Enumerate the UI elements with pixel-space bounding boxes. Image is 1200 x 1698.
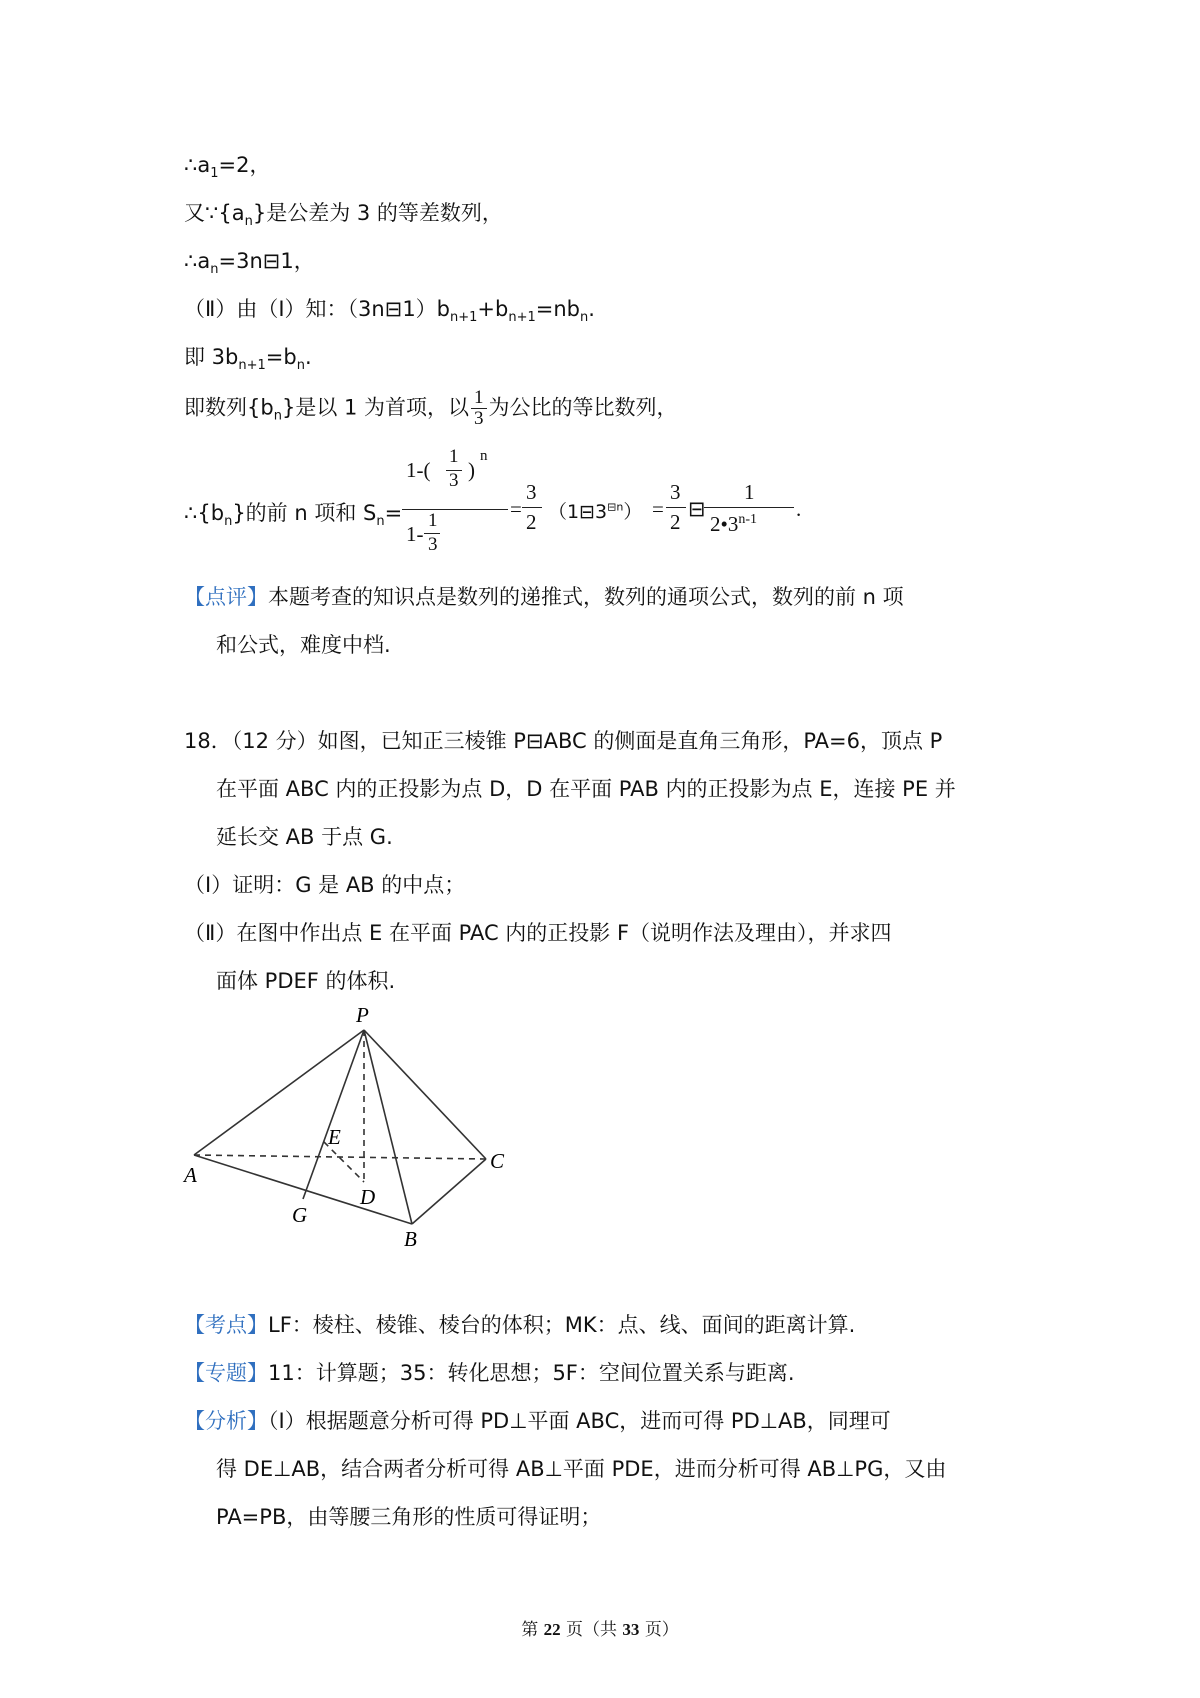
unknown-glyph-icon: ⊟ [607,500,617,514]
unknown-glyph-icon: ⊟ [579,501,596,523]
unknown-glyph-icon: ⊟ [688,497,706,521]
kaodian-line: 【考点】LF：棱柱、棱锥、棱台的体积；MK：点、线、面间的距离计算. [184,1313,856,1337]
last-frac-den: 2•3$^{n-1}$ [710,512,758,536]
big-frac-rule [402,509,508,510]
comment-line-2: 和公式，难度中档. [216,633,391,657]
fraction-one-third: $\frac{1}{3}$ [471,388,487,429]
pyramid-figure [176,1000,536,1250]
zhuanti-tag: 【专题】 [184,1361,268,1385]
big-frac-den: 1- [406,522,424,546]
unknown-glyph-icon: ⊟ [525,729,544,753]
mid-frac-den: 2 [526,510,537,534]
inner-frac-num: 1 [449,446,459,467]
problem-part2: （Ⅱ）在图中作出点 E 在平面 PAC 内的正投影 F（说明作法及理由），并求四 [184,921,892,945]
problem-line-1: 18．（12 分）如图，已知正三棱锥 P⊟ABC 的侧面是直角三角形，PA=6，顶点 P [184,729,943,753]
equals-2: = [510,497,522,521]
label-D: D [360,1185,376,1209]
problem-line-3: 延长交 AB 于点 G. [216,825,393,849]
r-frac-den: 2 [670,510,681,534]
formula-end: . [796,497,802,521]
line-geometric-seq: 即数列$\{b_n\}$是以 1 为首项，以 $\frac{1}{3}$ 为公比的等比数列， [184,387,678,429]
den-frac-den: 3 [428,534,438,555]
zhuanti-line: 【专题】11：计算题；35：转化思想；5F：空间位置关系与距离. [184,1361,795,1385]
num-exponent: n [480,448,488,464]
label-E: E [328,1125,341,1149]
kaodian-tag: 【考点】 [184,1313,268,1337]
equals-3: = [652,497,664,521]
num-close-paren: ) [468,458,475,482]
edge-BC [412,1159,486,1224]
line-a1: $\therefore a_1=2$， [184,153,271,181]
problem-line-2: 在平面 ABC 内的正投影为点 D，D 在平面 PAB 内的正投影为点 E，连接 PE 并 [216,777,956,801]
line-bn-relation: 即 $3b_{n+1}=b_n$. [184,345,312,373]
mid-frac-num: 3 [526,480,537,504]
formula-prefix: $\therefore\{b_n\}$的前 n 项和 $S_n=$ [184,501,403,529]
unknown-glyph-icon: ⊟ [262,249,281,273]
line-part2-recurrence: （Ⅱ）由（I）知：$(3n⊟1)b_{n+1}+b_{n+1}=nb_n$. [184,297,595,325]
label-C: C [490,1149,505,1173]
problem-part1: （Ⅰ）证明：G 是 AB 的中点； [184,873,466,897]
den-frac-num: 1 [428,510,438,531]
page-footer: 第 22 页（共 33 页） [521,1620,679,1640]
r-frac-rule [666,507,686,508]
fenxi-line-1: 【分析】（Ⅰ）根据题意分析可得 PD⊥平面 ABC，进而可得 PD⊥AB，同理可 [184,1409,891,1433]
fenxi-line-3: PA=PB，由等腰三角形的性质可得证明； [216,1505,602,1529]
unknown-glyph-icon: ⊟ [384,297,403,321]
comment-tag: 【点评】 [184,585,268,609]
line-arith-seq: 又$\because\{a_n\}$是公差为 3 的等差数列， [184,201,503,229]
comment-line-1: 【点评】本题考查的知识点是数列的递推式，数列的通项公式，数列的前 n 项 [184,585,904,609]
label-G: G [292,1203,308,1227]
last-frac-num: 1 [744,480,755,504]
edge-PC [364,1030,486,1159]
paren-group: $(1⊟3^{⊟n})$ [548,500,643,523]
line-an-formula: $\therefore a_n=3n⊟1$， [184,249,315,277]
label-P: P [356,1003,369,1027]
sum-formula [184,446,804,564]
big-frac-numerator: 1-( [406,458,431,482]
mid-frac-rule [522,507,542,508]
fenxi-line-2: 得 DE⊥AB，结合两者分析可得 AB⊥平面 PDE，进而分析可得 AB⊥PG，又由 [216,1457,947,1481]
r-frac-num: 3 [670,480,681,504]
problem-line-6: 面体 PDEF 的体积. [216,969,396,993]
label-A: A [184,1163,197,1187]
fenxi-tag: 【分析】 [184,1409,268,1433]
label-B: B [404,1227,417,1250]
inner-frac-den: 3 [449,470,459,491]
last-frac-rule [704,507,794,508]
